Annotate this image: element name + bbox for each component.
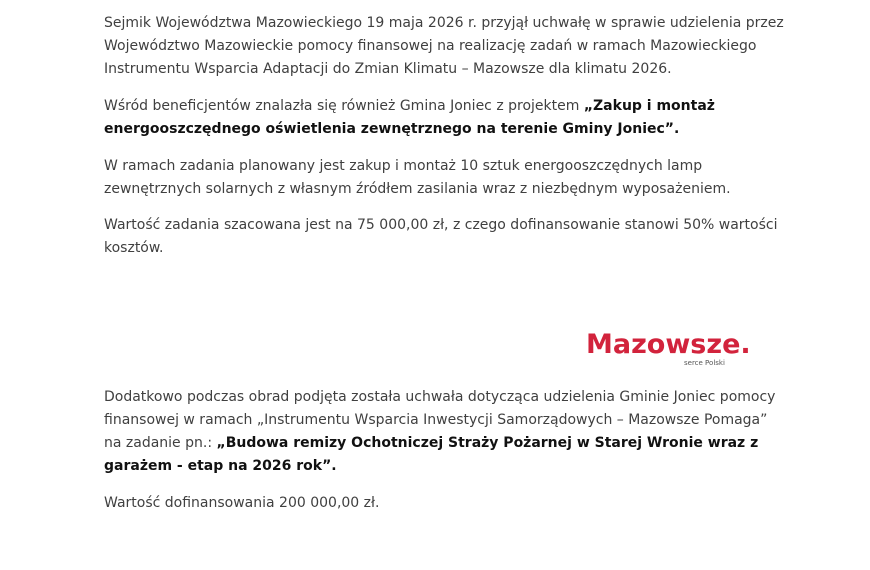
paragraph-scope: W ramach zadania planowany jest zakup i montaż 10 sztuk energooszczędnych lamp zewnętrznych solarnych z własnym źródłem zasilania wraz z niezbędnym wyposażeniem. — [104, 158, 731, 197]
paragraph-additional-lead: Dodatkowo podczas obrad podjęta została uchwała dotycząca udzielenia Gminie Joniec pomocy finansowej w ramach „Instrumentu Wsparcia Inwestycji Samorządowych – Mazowsze Pomaga” na zadanie pn.: — [104, 389, 776, 451]
paragraph-additional-resolution — [104, 386, 784, 478]
paragraph-beneficiary — [104, 95, 784, 141]
mazowsze-logo — [586, 330, 766, 374]
fire-station-project-title: „Budowa remizy Ochotniczej Straży Pożarnej w Starej Wronie wraz z garażem - etap na 2026 rok”. — [104, 435, 759, 474]
paragraph-funding-value: Wartość dofinansowania 200 000,00 zł. — [104, 495, 380, 511]
article-body — [104, 12, 784, 260]
project-title: „Zakup i montaż energooszczędnego oświetlenia zewnętrznego na terenie Gminy Joniec”. — [104, 98, 715, 137]
logo-wordmark: Mazowsze. — [586, 329, 751, 360]
paragraph-resolution: Sejmik Województwa Mazowieckiego 19 maja 2026 r. przyjął uchwałę w sprawie udzielenia przez Województwo Mazowieckie pomocy finansowej na realizację zadań w ramach Mazowieckiego Instrumentu Wsparcia Adaptacji do Zmian Klimatu – Mazowsze dla klimatu 2026. — [104, 15, 784, 77]
article-body-continued — [104, 386, 784, 515]
logo-tagline: serce Polski — [684, 359, 725, 367]
paragraph-value: Wartość zadania szacowana jest na 75 000,00 zł, z czego dofinansowanie stanowi 50% wartości kosztów. — [104, 217, 778, 256]
paragraph-beneficiary-lead: Wśród beneficjentów znalazła się również Gmina Joniec z projektem — [104, 98, 584, 114]
